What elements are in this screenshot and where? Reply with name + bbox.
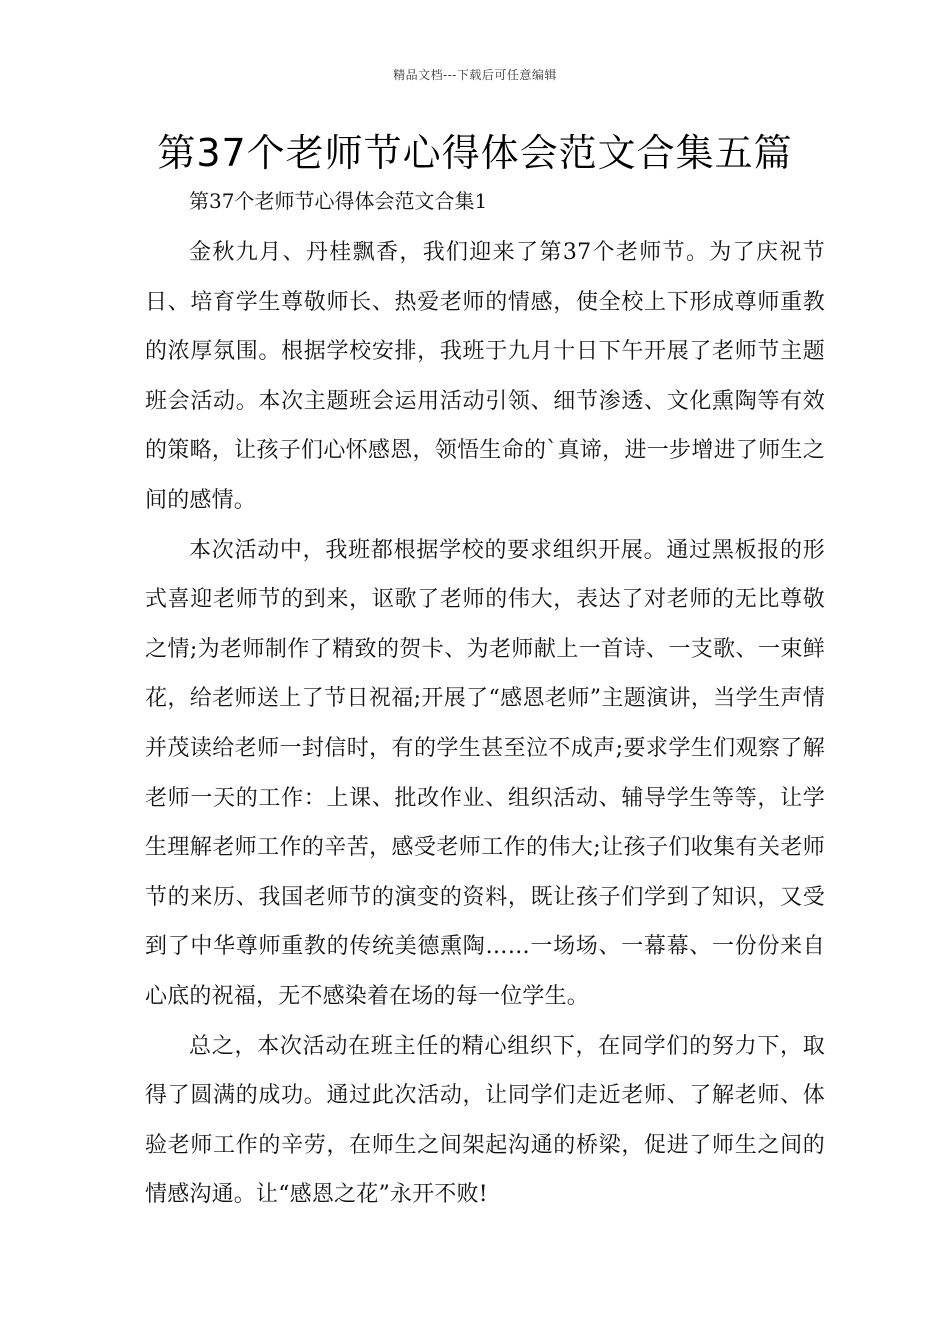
document-title: 第37个老师节心得体会范文合集五篇 — [157, 131, 793, 175]
section-heading: 第37个老师节心得体会范文合集1 — [189, 189, 488, 213]
paragraph-1: 金秋九月、丹桂飘香，我们迎来了第37个老师节。为了庆祝节日、培育学生尊敬师长、热爱老师的情感，使全校上下形成尊师重教的浓厚氛围。根据学校安排，我班于九月十日下午开展了老师节主题班会活动。本次主题班会运用活动引领、细节渗透、文化熏陶等有效的策略，让孩子们心怀感恩，领悟生命的`真谛，进一步增进了师生之间的感情。 — [145, 240, 825, 513]
paragraph-2: 本次活动中，我班都根据学校的要求组织开展。通过黑板报的形式喜迎老师节的到来，讴歌了老师的伟大，表达了对老师的无比尊敬之情;为老师制作了精致的贺卡、为老师献上一首诗、一支歌、一束鲜花，给老师送上了节日祝福;开展了“感恩老师”主题演讲，当学生声情并茂读给老师一封信时，有的学生甚至泣不成声;要求学生们观察了解老师一天的工作：上课、批改作业、组织活动、辅导学生等等，让学生理解老师工作的辛苦，感受老师工作的伟大;让孩子们收集有关老师节的来历、我国老师节的演变的资料，既让孩子们学到了知识，又受到了中华尊师重教的传统美德熏陶……一场场、一幕幕、一份份来自心底的祝福，无不感染着在场的每一位学生。 — [145, 537, 825, 1009]
header-note: 精品文档---下载后可任意编辑 — [393, 68, 557, 82]
body-text — [145, 228, 825, 1220]
paragraph-3: 总之，本次活动在班主任的精心组织下，在同学们的努力下，取得了圆满的成功。通过此次活动，让同学们走近老师、了解老师、体验老师工作的辛劳，在师生之间架起沟通的桥梁，促进了师生之间的情感沟通。让“感恩之花”永开不败! — [145, 1033, 825, 1208]
